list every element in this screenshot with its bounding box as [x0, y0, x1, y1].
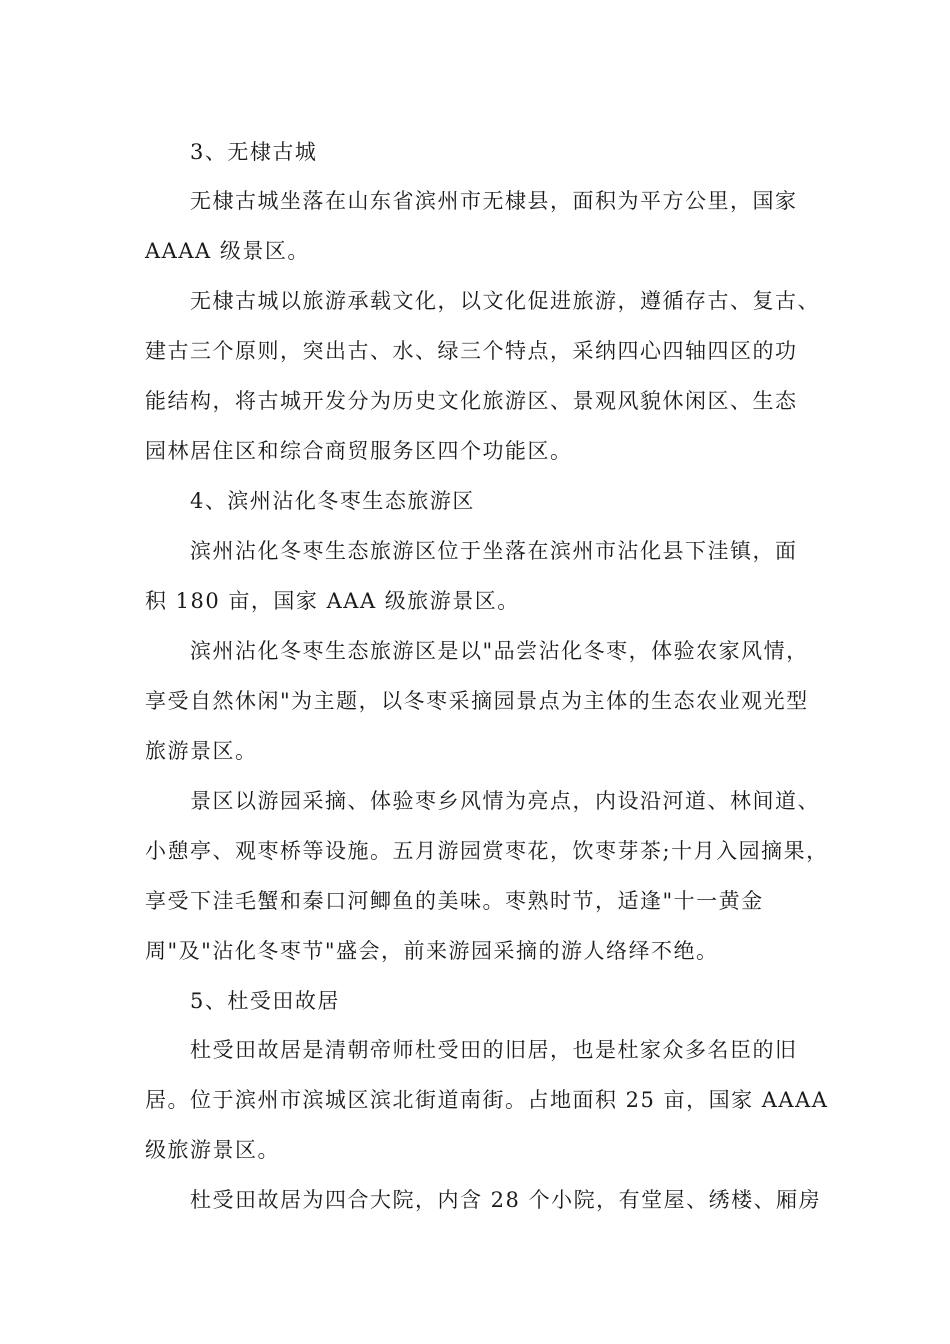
paragraph-line: 小憩亭、观枣桥等设施。五月游园赏枣花，饮枣芽茶;十月入园摘果，: [145, 839, 829, 863]
paragraph-line: AAAA 级景区。: [145, 239, 310, 263]
paragraph-line: 建古三个原则，突出古、水、绿三个特点，采纳四心四轴四区的功: [145, 339, 798, 363]
paragraph-line: 享受下洼毛蟹和秦口河鲫鱼的美味。枣熟时节，适逢"十一黄金: [145, 889, 764, 913]
paragraph-line: 无棣古城坐落在山东省滨州市无棣县，面积为平方公里，国家: [190, 189, 798, 213]
paragraph-line: 滨州沾化冬枣生态旅游区位于坐落在滨州市沾化县下洼镇，面: [190, 539, 798, 563]
paragraph-line: 周"及"沾化冬枣节"盛会，前来游园采摘的游人络绎不绝。: [145, 939, 719, 963]
paragraph-line: 享受自然休闲"为主题，以冬枣采摘园景点为主体的生态农业观光型: [145, 689, 809, 713]
paragraph-line: 积 180 亩，国家 AAA 级旅游景区。: [145, 589, 520, 613]
paragraph-line: 滨州沾化冬枣生态旅游区是以"品尝沾化冬枣，体验农家风情，: [190, 639, 809, 663]
paragraph-line: 居。位于滨州市滨城区滨北街道南街。占地面积 25 亩，国家 AAAA: [145, 1088, 829, 1112]
paragraph-line: 旅游景区。: [145, 739, 258, 763]
section-heading-4: 4、滨州沾化冬枣生态旅游区: [190, 489, 475, 513]
paragraph-line: 园林居住区和综合商贸服务区四个功能区。: [145, 439, 573, 463]
paragraph-line: 级旅游景区。: [145, 1138, 280, 1162]
section-heading-5: 5、杜受田故居: [190, 989, 340, 1013]
paragraph-line: 无棣古城以旅游承载文化，以文化促进旅游，遵循存古、复古、: [190, 289, 820, 313]
section-heading-3: 3、无棣古城: [190, 140, 318, 164]
paragraph-line: 能结构，将古城开发分为历史文化旅游区、景观风貌休闲区、生态: [145, 389, 798, 413]
paragraph-line: 杜受田故居为四合大院，内含 28 个小院，有堂屋、绣楼、厢房: [190, 1188, 822, 1212]
paragraph-line: 景区以游园采摘、体验枣乡风情为亮点，内设沿河道、林间道、: [190, 789, 820, 813]
paragraph-line: 杜受田故居是清朝帝师杜受田的旧居，也是杜家众多名臣的旧: [190, 1038, 798, 1062]
